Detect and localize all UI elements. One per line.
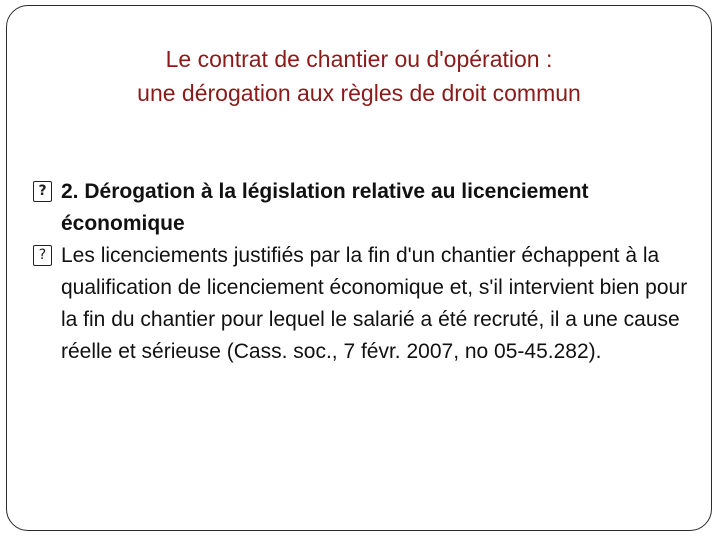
bullet-item-paragraph — [33, 240, 693, 368]
bullet-text: 2. Dérogation à la législation relative au licenciement économique — [61, 180, 589, 235]
slide-frame — [6, 5, 712, 531]
slide-title — [7, 42, 711, 110]
bullet-box-icon: ? — [33, 245, 52, 266]
title-line-2: une dérogation aux règles de droit commun — [137, 80, 581, 106]
slide-body — [33, 176, 693, 368]
bullet-box-icon: ? — [33, 181, 52, 202]
title-line-1: Le contrat de chantier ou d'opération : — [165, 46, 553, 72]
bullet-text: Les licenciements justifiés par la fin d'un chantier échappent à la qualification de licenciement économique et, s'il intervient bien pour la fin du chantier pour lequel le salarié a été recruté, il a une cause réelle et sérieuse (Cass. soc., 7 févr. 2007, no 05-45.282). — [61, 244, 688, 363]
bullet-item-heading — [33, 176, 693, 240]
